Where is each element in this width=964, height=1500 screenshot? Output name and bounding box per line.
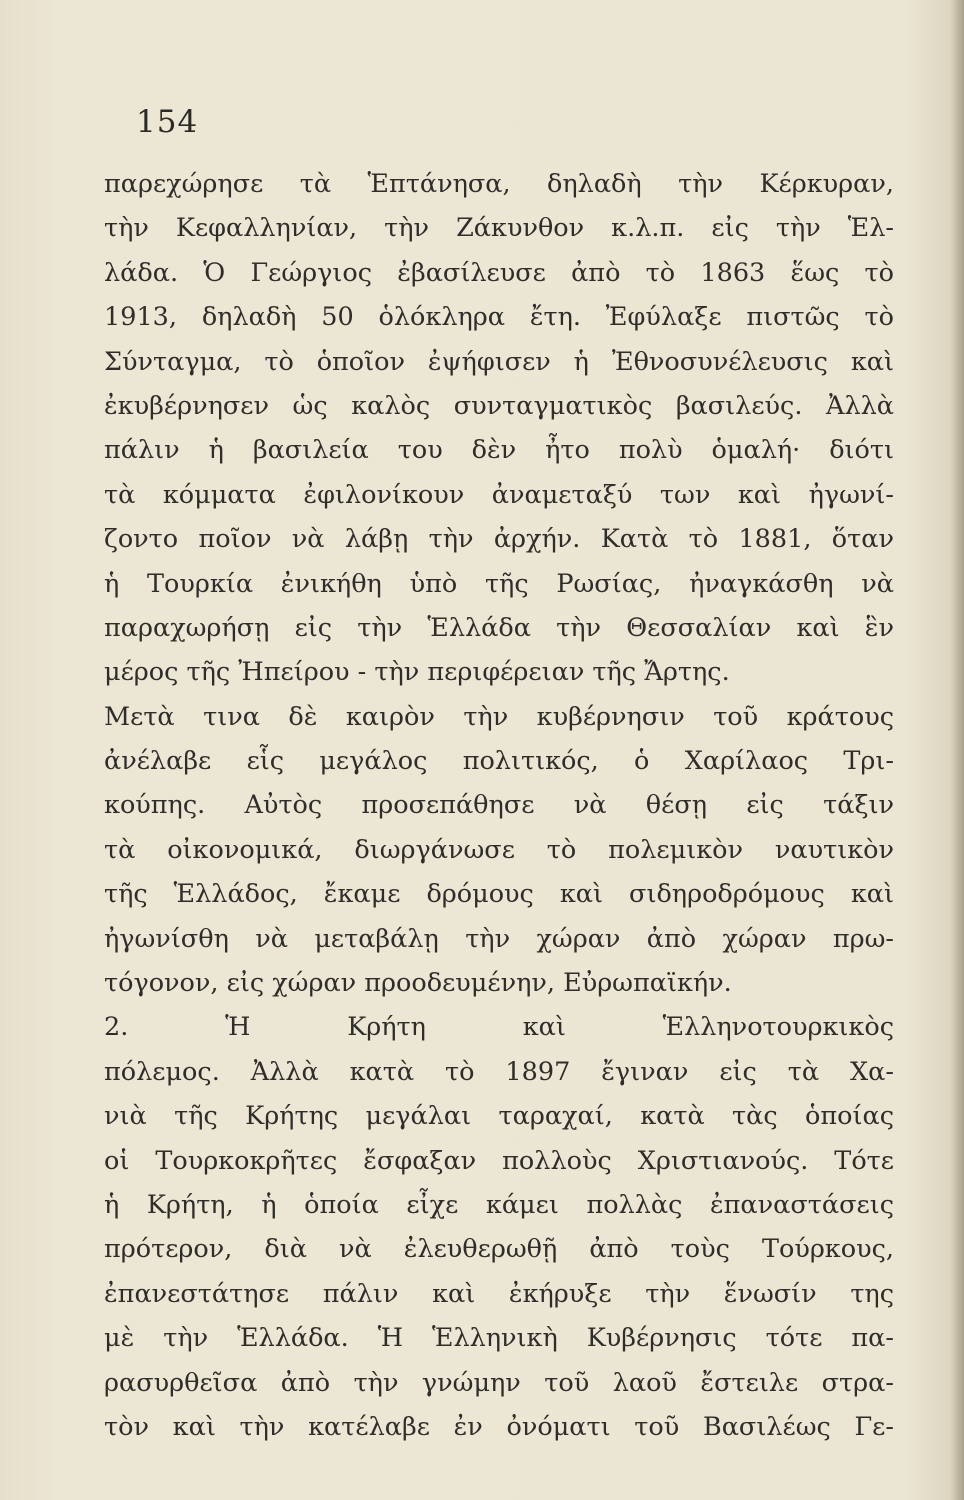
section-heading-line: 2. Ἡ Κρήτη καὶ Ἑλληνοτουρκικὸς — [104, 1012, 894, 1043]
body-text — [104, 162, 894, 1449]
text-line: Σύνταγμα, τὸ ὁποῖον ἐψήφισεν ἡ Ἐθνοσυνέλευσις καὶ — [104, 346, 894, 377]
text-line: λάδα. Ὁ Γεώργιος ἐβασίλευσε ἀπὸ τὸ 1863 ἕως τὸ — [104, 257, 894, 288]
text-line: τὰ κόμματα ἐφιλονίκουν ἀναμεταξύ των καὶ ἠγωνί- — [104, 479, 894, 510]
text-line: παραχωρήσῃ εἰς τὴν Ἑλλάδα τὴν Θεσσαλίαν καὶ ἓν — [104, 612, 894, 643]
text-line: μέρος τῆς Ἠπείρου - τὴν περιφέρειαν τῆς Ἄρτης. — [104, 657, 730, 688]
text-line: ἐπανεστάτησε πάλιν καὶ ἐκήρυξε τὴν ἕνωσίν της — [104, 1278, 894, 1309]
text-line: 1913, δηλαδὴ 50 ὁλόκληρα ἔτη. Ἐφύλαξε πιστῶς τὸ — [104, 302, 894, 333]
text-line: Μετὰ τινα δὲ καιρὸν τὴν κυβέρνησιν τοῦ κράτους — [104, 701, 894, 732]
text-line: τὰ οἰκονομικά, διωργάνωσε τὸ πολεμικὸν ναυτικὸν — [104, 834, 894, 865]
text-line: ρασυρθεῖσα ἀπὸ τὴν γνώμην τοῦ λαοῦ ἔστειλε στρα- — [104, 1367, 894, 1398]
text-line: πάλιν ἡ βασιλεία του δὲν ἦτο πολὺ ὁμαλή· διότι — [104, 435, 894, 466]
page-number: 154 — [136, 104, 199, 140]
text-line: τὴν Κεφαλληνίαν, τὴν Ζάκυνθον κ.λ.π. εἰς τὴν Ἑλ- — [104, 213, 894, 244]
text-line: ἡ Κρήτη, ἡ ὁποία εἶχε κάμει πολλὰς ἐπαναστάσεις — [104, 1189, 894, 1220]
text-line: τόγονον, εἰς χώραν προοδευμένην, Εὐρωπαϊκήν. — [104, 968, 732, 999]
text-line: παρεχώρησε τὰ Ἑπτάνησα, δηλαδὴ τὴν Κέρκυραν, — [104, 169, 894, 199]
text-line: ἐκυβέρνησεν ὡς καλὸς συνταγματικὸς βασιλεύς. Ἀλλὰ — [104, 390, 894, 421]
text-line: ἠγωνίσθη νὰ μεταβάλῃ τὴν χώραν ἀπὸ χώραν πρω- — [104, 923, 894, 954]
text-line: οἱ Τουρκοκρῆτες ἔσφαξαν πολλοὺς Χριστιανούς. Τότε — [104, 1145, 894, 1176]
text-line: τὸν καὶ τὴν κατέλαβε ἐν ὀνόματι τοῦ Βασιλέως Γε- — [104, 1411, 894, 1442]
page-edge-shadow — [950, 0, 964, 1500]
text-line: ζοντο ποῖον νὰ λάβῃ τὴν ἀρχήν. Κατὰ τὸ 1881, ὅταν — [104, 524, 894, 555]
text-line: ἡ Τουρκία ἐνικήθη ὑπὸ τῆς Ρωσίας, ἠναγκάσθη νὰ — [104, 568, 894, 599]
text-line: κούπης. Αὐτὸς προσεπάθησε νὰ θέσῃ εἰς τάξιν — [104, 790, 894, 821]
text-line: νιὰ τῆς Κρήτης μεγάλαι ταραχαί, κατὰ τὰς ὁποίας — [104, 1101, 894, 1132]
text-line: πόλεμος. Ἀλλὰ κατὰ τὸ 1897 ἔγιναν εἰς τὰ Χα- — [104, 1056, 894, 1087]
text-line: μὲ τὴν Ἑλλάδα. Ἡ Ἑλληνικὴ Κυβέρνησις τότε πα- — [104, 1323, 894, 1354]
text-line: πρότερον, διὰ νὰ ἐλευθερωθῇ ἀπὸ τοὺς Τούρκους, — [104, 1234, 894, 1265]
text-line: ἀνέλαβε εἷς μεγάλος πολιτικός, ὁ Χαρίλαος Τρι- — [104, 746, 894, 777]
text-line: τῆς Ἑλλάδος, ἔκαμε δρόμους καὶ σιδηροδρόμους καὶ — [104, 879, 894, 910]
